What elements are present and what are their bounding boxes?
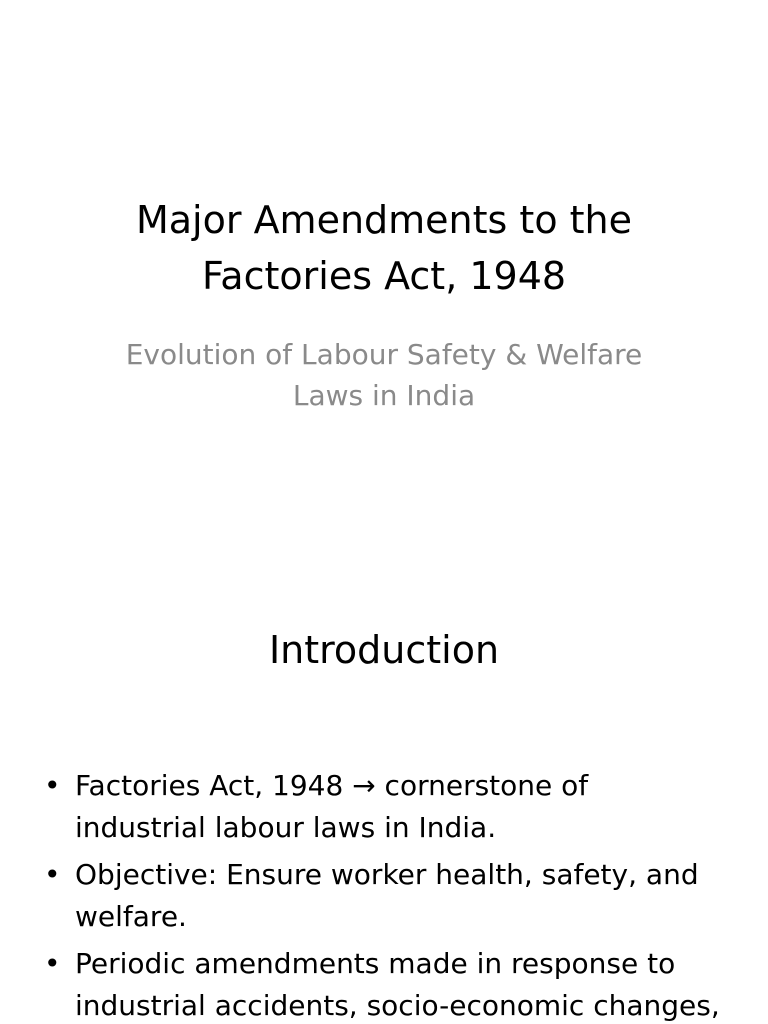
bullet-dot-icon: • (44, 769, 61, 802)
bullet-text-line-1: Objective: Ensure worker health, safety, and (75, 858, 699, 891)
slide-title (0, 192, 768, 304)
slide-title-line-1: Major Amendments to the (135, 198, 633, 242)
bullet-item (44, 854, 744, 938)
bullet-item (44, 943, 744, 1024)
bullet-item (44, 765, 744, 849)
bullet-text-line-1: Factories Act, 1948 → cornerstone of (75, 769, 589, 802)
bullet-list (44, 765, 744, 1024)
slide-subtitle-line-2: Laws in India (292, 379, 476, 412)
bullet-dot-icon: • (44, 947, 61, 980)
bullet-text-line-1: Periodic amendments made in response to (75, 947, 676, 980)
bullet-text-line-2: industrial labour laws in India. (75, 811, 497, 844)
bullet-dot-icon: • (44, 858, 61, 891)
slide-subtitle-line-1: Evolution of Labour Safety & Welfare (125, 338, 643, 371)
section-heading: Introduction (268, 628, 500, 672)
bullet-text-line-2: industrial accidents, socio-economic changes, (75, 989, 720, 1022)
bullet-text-line-2: welfare. (75, 900, 187, 933)
slide-title-line-2: Factories Act, 1948 (201, 254, 567, 298)
introduction-slide (0, 576, 768, 1024)
slide-subtitle (0, 334, 768, 416)
